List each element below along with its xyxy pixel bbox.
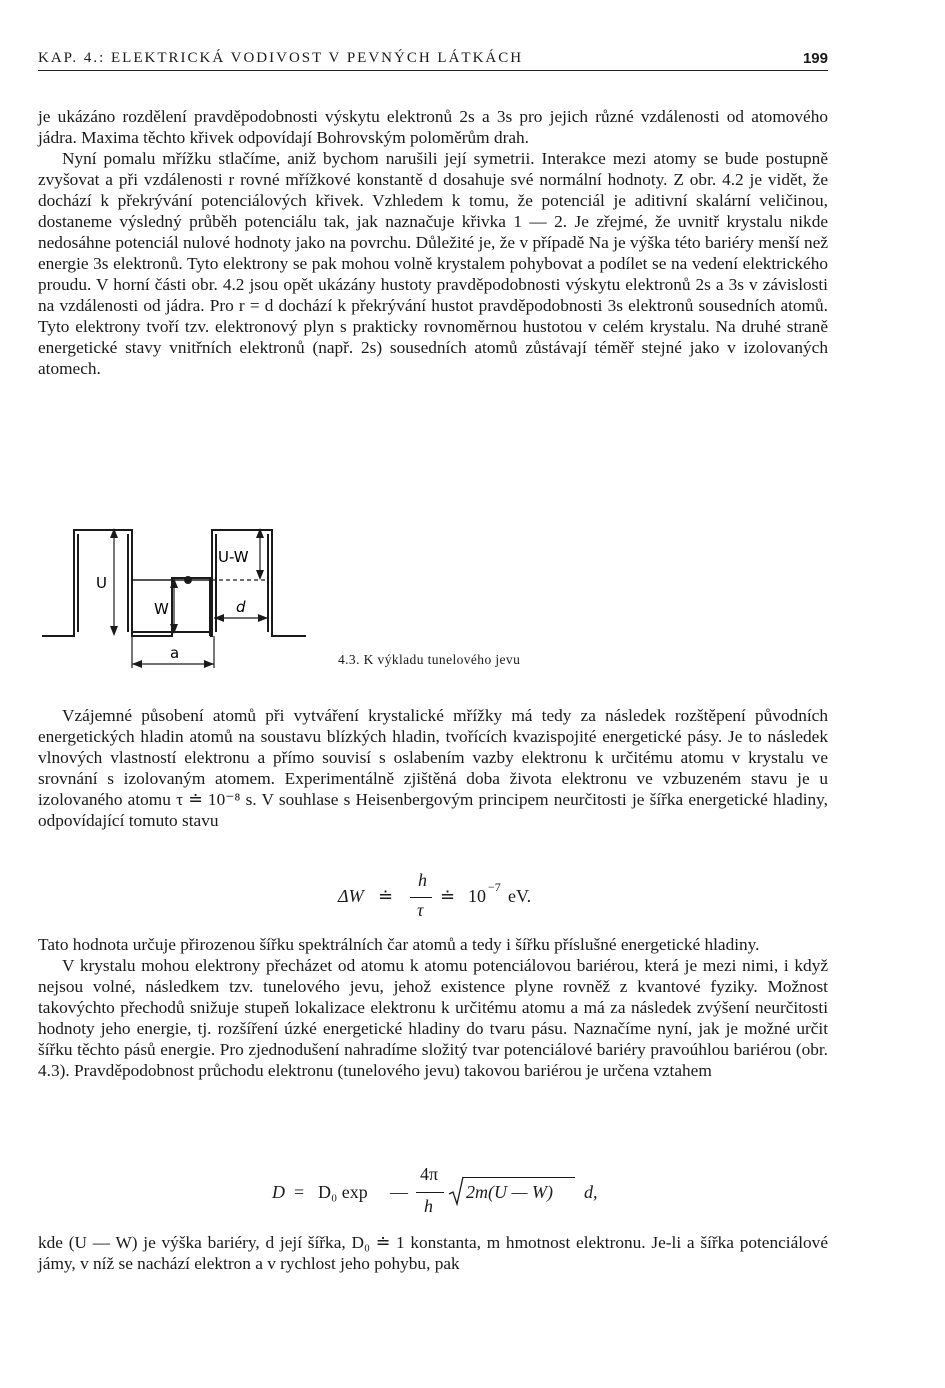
- page-number: 199: [802, 50, 828, 67]
- label-a: a: [170, 644, 180, 662]
- eq2-lhs: D: [272, 1182, 285, 1202]
- text-block-lower: [38, 934, 828, 1081]
- eq2-tail: d,: [584, 1182, 598, 1202]
- text-block-middle: [38, 705, 828, 831]
- figure-4-3: [38, 518, 828, 678]
- eq1-approx-2: ≐: [440, 886, 456, 906]
- paragraph: kde (U — W) je výška bariéry, d její šířka, D₀ ≐ 1 konstanta, m hmotnost elektronu. Je-li a šířka potenciálové jámy, v níž se nachází elektron a v rychlost jeho pohybu, pak: [38, 1233, 828, 1273]
- sqrt-sign: [448, 1176, 464, 1206]
- equation-delta-w: [38, 870, 828, 928]
- paragraph: Vzájemné působení atomů při vytváření krystalické mřížky má tedy za následek rozštěpení původních energetických hladin atomů na soustavu blízkých hladin, tvořících kvazispojité energetické pásy. Je to následek vlnových vlastností elektronu a přímo souvisí s oslabením vazby elektronu k určitému atomu v krystalu ve srovnání s izolovaným atomem. Experimentálně zjištěná doba života elektronu ve vzbuzeném stavu je u izolovaného atomu τ ≐ 10⁻⁸ s. V souhlase s Heisenbergovým principem neurčitosti je šířka energetické hladiny, odpovídající tomuto stavu: [38, 706, 828, 830]
- eq2-numerator: 4π: [420, 1164, 439, 1184]
- running-header: [38, 48, 828, 71]
- eq2-eq: =: [294, 1182, 305, 1202]
- eq2-minus: —: [390, 1182, 408, 1202]
- sqrt-overline: [463, 1177, 575, 1178]
- eq1-fraction-bar: [410, 897, 432, 898]
- eq2-denominator: h: [424, 1196, 433, 1216]
- paragraph: je ukázáno rozdělení pravděpodobnosti výskytu elektronů 2s a 3s pro jejich různé vzdálenosti od atomového jádra. Maxima těchto křivek odpovídají Bohrovským poloměrům drah.: [38, 107, 828, 147]
- eq1-numerator: h: [418, 870, 427, 890]
- label-U: U: [96, 574, 107, 592]
- label-d: d: [236, 598, 246, 616]
- text-block-top: [38, 106, 828, 379]
- eq1-exponent: −7: [488, 880, 501, 894]
- eq1-approx: ≐: [378, 886, 394, 906]
- eq1-value: 10: [468, 886, 486, 906]
- eq1-lhs: ΔW: [338, 886, 364, 906]
- eq1-unit: eV.: [508, 886, 532, 906]
- paragraph: Tato hodnota určuje přirozenou šířku spektrálních čar atomů a tedy i šířku příslušné energetické hladiny.: [38, 935, 760, 954]
- eq2-radicand: 2m(U — W): [466, 1182, 553, 1202]
- equation-transmission: [38, 1160, 828, 1222]
- page: [38, 48, 828, 1273]
- paragraph: Nyní pomalu mřížku stlačíme, aniž bychom narušili její symetrii. Interakce mezi atomy se bude postupně zvyšovat a při vzdálenosti r rovné mřížkové konstantě d dosahuje své normální hodnoty. Z obr. 4.2 je vidět, že dochází k překrývání potenciálových křivek. Vzhledem k tomu, že potenciál je aditivní skalární veličinou, dostaneme výsledný průběh potenciálu tak, jak naznačuje křivka 1 — 2. Je zřejmé, že uvnitř krystalu nikde nedosáhne potenciál nulové hodnoty jako na povrchu. Důležité je, že v případě Na je výška této bariéry menší než energie 3s elektronů. Tyto elektrony se pak mohou volně krystalem pohybovat a podílet se na vedení elektrického proudu. V horní části obr. 4.2 jsou opět ukázány hustoty pravděpodobnosti výskytu elektronů 2s a 3s v závislosti na vzdálenosti od jádra. Pro r = d dochází k překrývání hustot pravděpodobnosti 3s elektronů sousedních atomů. Tyto elektrony tvoří tzv. elektronový plyn s prakticky rovnoměrnou hustotou v celém krystalu. Na druhé straně energetické stavy vnitřních elektronů (např. 2s) sousedních atomů zůstávají téměř stejné jako v izolovaných atomech.: [38, 149, 828, 378]
- paragraph: V krystalu mohou elektrony přecházet od atomu k atomu potenciálovou bariérou, která je mezi nimi, i když nejsou volné, následkem tzv. tunelového jevu, jehož existence plyne rovněž z kvantové fyziky. Možnost takovýchto přechodů snižuje stupeň lokalizace elektronu k určitému atomu a má za následek zvýšení neurčitosti hodnoty jeho energie, tj. rozšíření úzké energetické hladiny do tvaru pásu. Naznačíme nyní, jak je možné určit šířku těchto pásů energie. Pro zjednodušení nahradíme složitý tvar potenciálové bariéry pravoúhlou bariérou (obr. 4.3). Pravděpodobnost průchodu elektronu (tunelového jevu) takovou bariérou je určena vztahem: [38, 956, 828, 1080]
- potential-profile-line: [42, 530, 210, 636]
- label-U-W: U-W: [218, 548, 249, 566]
- eq2-fraction-bar: [416, 1192, 444, 1193]
- eq1-denominator: τ: [417, 900, 424, 920]
- electron-marker: [184, 576, 192, 584]
- eq2-coef: D₀ exp: [318, 1182, 368, 1202]
- label-W: W: [154, 600, 169, 618]
- figure-caption: 4.3. K výkladu tunelového jevu: [338, 652, 521, 667]
- chapter-title: KAP. 4.: ELEKTRICKÁ VODIVOST V PEVNÝCH LÁTKÁCH: [38, 50, 524, 66]
- text-block-bottom: [38, 1232, 828, 1274]
